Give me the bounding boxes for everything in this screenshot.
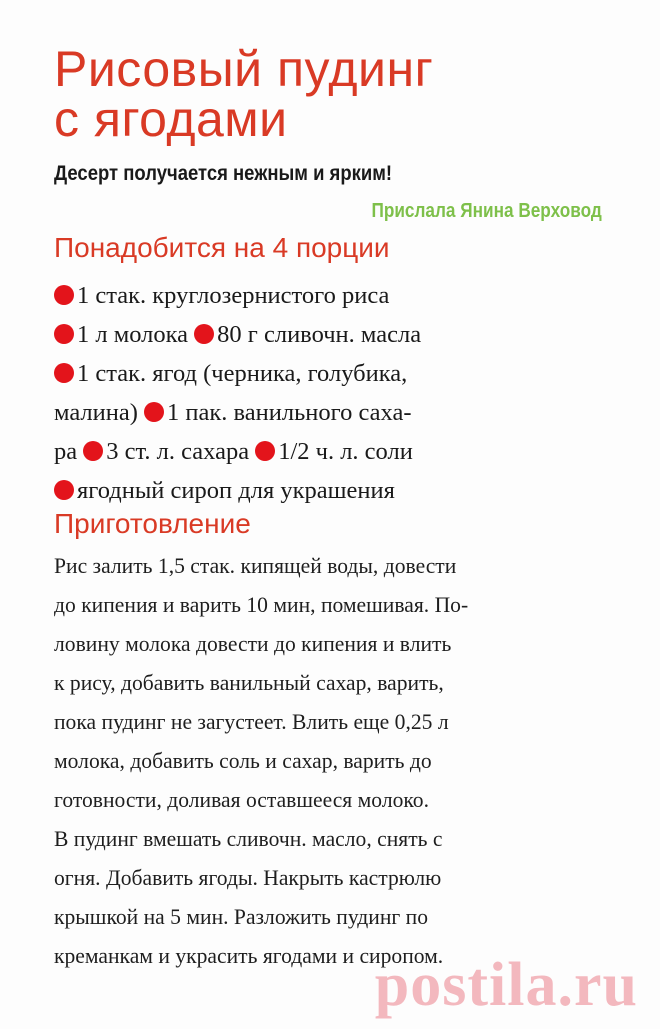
method-line: к рису, добавить ванильный сахар, варить, (54, 670, 444, 695)
recipe-author: Прислала Янина Верховод (371, 200, 602, 222)
ingredient-item: 3 ст. л. сахара (106, 438, 250, 465)
ingredient-item-continued: малина) (54, 399, 138, 426)
bullet-icon (83, 441, 103, 461)
ingredient-line (54, 432, 614, 471)
ingredients-list (54, 276, 614, 510)
method-line: готовности, доливая оставшееся молоко. (54, 787, 429, 812)
ingredient-line (54, 393, 614, 432)
recipe-subtitle: Десерт получается нежным и ярким! (54, 162, 393, 185)
bullet-icon (144, 402, 164, 422)
bullet-icon (255, 441, 275, 461)
bullet-icon (54, 285, 74, 305)
bullet-icon (194, 324, 214, 344)
title-line-1: Рисовый пудинг (54, 41, 434, 97)
ingredient-item: 1 стак. ягод (черника, голубика, (77, 360, 408, 387)
bullet-icon (54, 324, 74, 344)
ingredient-item: 80 г сливочн. масла (217, 321, 422, 348)
method-line: до кипения и варить 10 мин, помешивая. По- (54, 592, 469, 617)
bullet-icon (54, 480, 74, 500)
ingredient-item: 1/2 ч. л. соли (278, 438, 413, 465)
method-heading: Приготовление (54, 508, 251, 539)
method-line: Рис залить 1,5 стак. кипящей воды, довести (54, 553, 457, 578)
ingredient-item-continued: ра (54, 438, 78, 465)
method-text (54, 546, 614, 975)
recipe-title (54, 41, 434, 147)
site-watermark: postila.ru (374, 951, 638, 1019)
method-line: ловину молока довести до кипения и влить (54, 631, 452, 656)
ingredient-item: 1 стак. круглозернистого риса (77, 282, 390, 309)
method-line: креманкам и украсить ягодами и сиропом. (54, 943, 444, 968)
method-line: крышкой на 5 мин. Разложить пудинг по (54, 904, 429, 929)
ingredients-heading: Понадобится на 4 порции (54, 232, 390, 263)
method-line: молока, добавить соль и сахар, варить до (54, 748, 432, 773)
ingredient-line (54, 354, 614, 393)
ingredient-item: 1 пак. ванильного саха- (167, 399, 412, 426)
ingredient-line (54, 276, 614, 315)
ingredient-line (54, 471, 614, 510)
method-line: пока пудинг не загустеет. Влить еще 0,25 л (54, 709, 449, 734)
method-line: В пудинг вмешать сливочн. масло, снять с (54, 826, 443, 851)
ingredient-item: ягодный сироп для украшения (77, 477, 395, 504)
bullet-icon (54, 363, 74, 383)
method-line: огня. Добавить ягоды. Накрыть кастрюлю (54, 865, 442, 890)
ingredient-line (54, 315, 614, 354)
ingredient-item: 1 л молока (77, 321, 189, 348)
title-line-2: с ягодами (54, 91, 288, 147)
